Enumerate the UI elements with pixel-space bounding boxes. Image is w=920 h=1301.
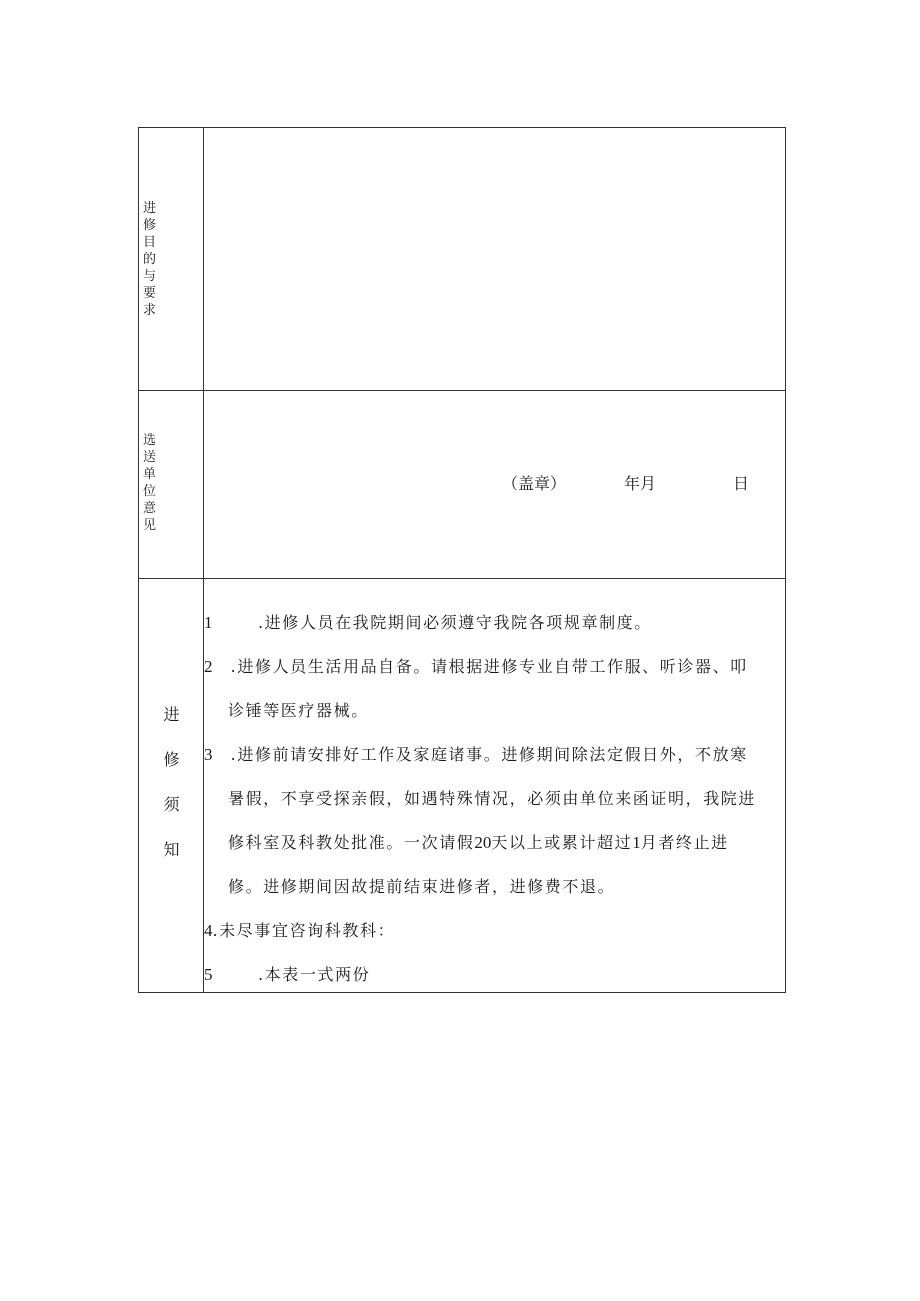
notice-label-char: 须: [163, 795, 180, 814]
notice-row: [139, 579, 785, 993]
notice-text: .未尽事宜咨询科教科：: [212, 921, 396, 940]
notice-item-3-cont: [204, 777, 785, 821]
notice-item-5: [204, 953, 785, 997]
notice-label-cell: [139, 579, 204, 993]
purpose-label: 进修目的与要求: [143, 201, 157, 318]
notice-text: .进修前请安排好工作及家庭诸事。进修期间除法定假日外，不放寒: [224, 745, 748, 764]
notice-text: .本表一式两份: [258, 965, 371, 984]
purpose-row: [139, 128, 785, 391]
notice-content-cell: [204, 579, 785, 993]
notice-text: .进修人员生活用品自备。请根据进修专业自带工作服、听诊器、叩: [224, 657, 748, 676]
notice-number: 2: [204, 657, 213, 676]
notice-text: 月者终止进: [640, 833, 729, 852]
notice-text: 修科室及科教处批准。一次请假: [228, 833, 475, 852]
notice-label-char: 修: [163, 750, 180, 769]
notice-number-inline: 20: [474, 833, 492, 852]
purpose-content-cell[interactable]: [204, 128, 785, 390]
notice-label-char: 知: [163, 840, 180, 859]
seal-text: （盖章）: [502, 474, 567, 493]
notice-item-3-cont: [204, 821, 785, 865]
notice-text: 暑假，不享受探亲假，如遇特殊情况，必须由单位来函证明，我院进: [228, 789, 757, 808]
notice-item-2-cont: [204, 689, 785, 733]
notice-number: 3: [204, 745, 213, 764]
day-text: 日: [733, 474, 750, 493]
notice-text: 修。进修期间因故提前结束进修者，进修费不退。: [228, 877, 616, 896]
notice-text: 天以上或累计超过: [491, 833, 633, 852]
notice-number: 1: [204, 613, 213, 632]
unit-opinion-row: [139, 391, 785, 579]
notice-item-1: [204, 601, 785, 645]
notice-number-inline: 1: [632, 833, 641, 852]
notice-item-3: [204, 733, 785, 777]
unit-opinion-label: 选送单位意见: [143, 433, 157, 533]
notice-text: 诊锤等医疗器械。: [228, 701, 369, 720]
notice-label: [139, 692, 204, 872]
unit-opinion-label-cell: [139, 391, 204, 578]
notice-number: 4: [204, 921, 213, 940]
notice-item-3-cont: [204, 865, 785, 909]
year-month-text: 年月: [624, 474, 657, 493]
unit-opinion-content-cell[interactable]: [204, 391, 785, 578]
notice-number: 5: [204, 965, 213, 984]
notice-label-char: 进: [163, 705, 180, 724]
notice-item-4: [204, 909, 785, 953]
purpose-label-cell: [139, 128, 204, 390]
notice-list: [204, 601, 785, 997]
notice-text: .进修人员在我院期间必须遵守我院各项规章制度。: [258, 613, 652, 632]
notice-item-2: [204, 645, 785, 689]
registration-form-table: [138, 127, 786, 993]
